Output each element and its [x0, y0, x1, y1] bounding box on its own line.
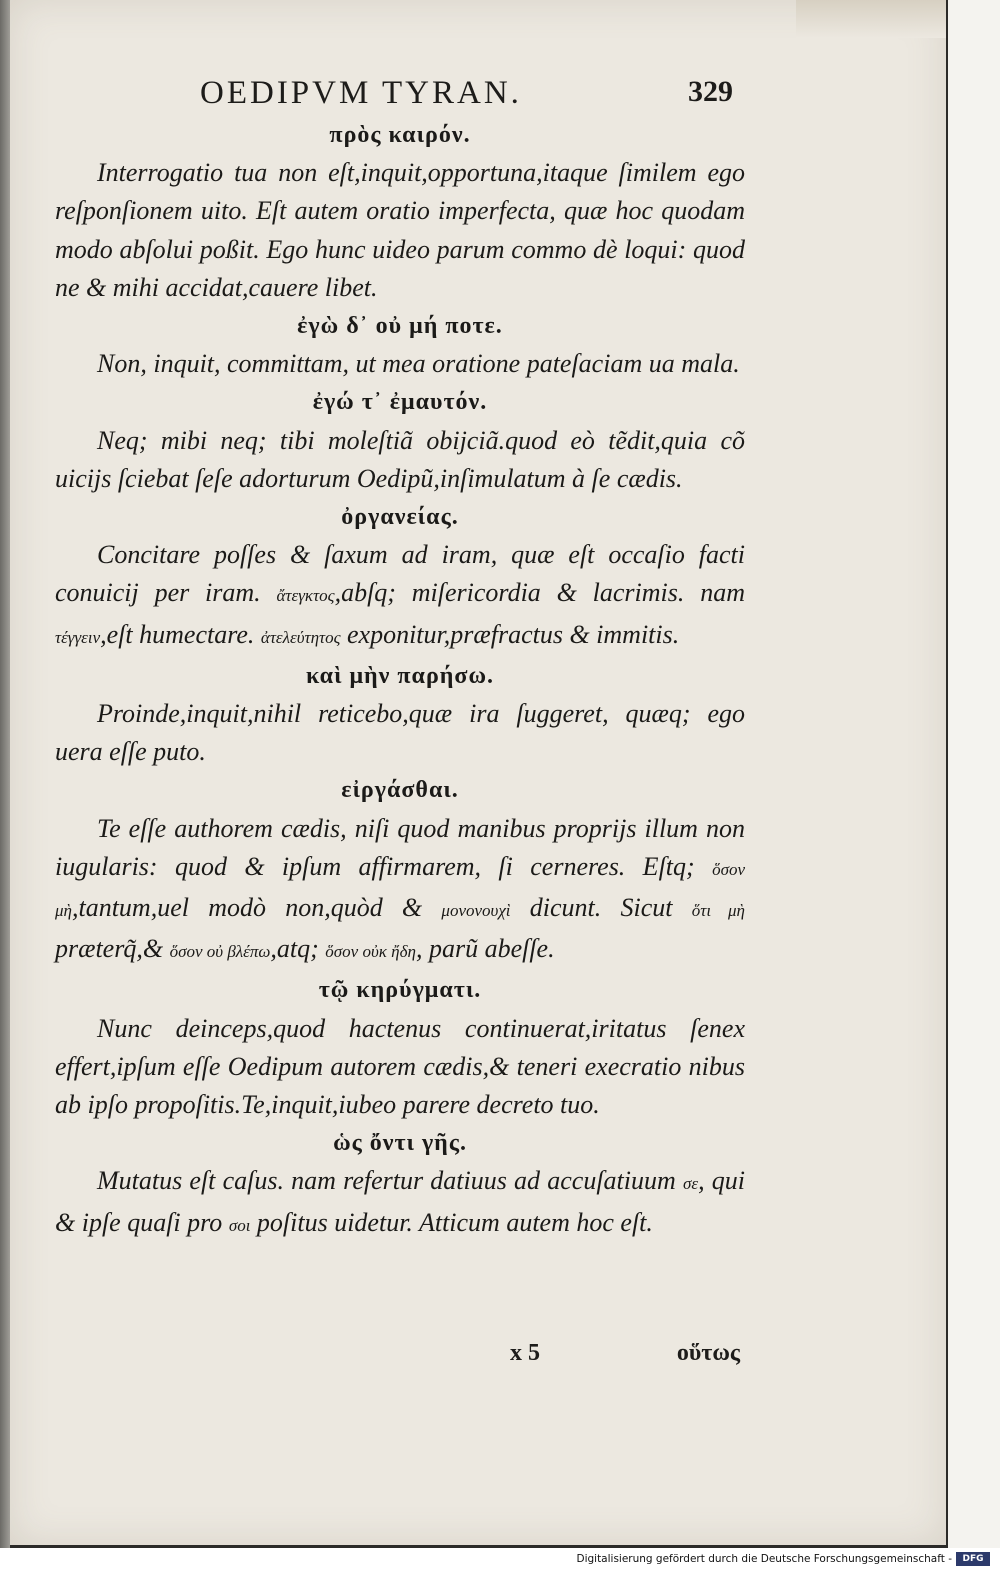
greek-lemma: ἐγὼ δ᾽ οὐ μή ποτε. [297, 313, 503, 340]
catchword: οὕτως [676, 1340, 740, 1366]
latin-text: ,abſq; miſericordia & lacrimis. nam [334, 578, 745, 608]
greek-lemma: τῷ κηρύγματι. [318, 977, 482, 1004]
commentary-paragraph [55, 1010, 745, 1125]
latin-text: exponitur,præfractus & immitis. [340, 619, 680, 649]
commentary-paragraph [55, 345, 745, 383]
digitization-credit: Digitalisierung gefördert durch die Deutsche Forschungsgemeinschaft - [576, 1553, 952, 1565]
latin-text: Interrogatio tua non eſt,inquit,opportuna,itaque ſimilem ego reſponſionem uito. Eſt autem oratio imperfecta, quæ hoc quodam modo abſolui poßit. Ego hunc uideo parum commo dè loqui: quod ne & mihi accidat,cauere libet. [55, 158, 745, 302]
commentary-paragraph [55, 154, 745, 307]
latin-text: ,eſt humectare. [100, 619, 261, 649]
inline-greek: ὅσον οὐ βλέπω [169, 942, 271, 962]
latin-text: Nunc deinceps,quod hactenus continuerat,iritatus ſenex effert,ipſum eſſe Oedipum autorem cædis,& teneri execratio nibus ab ipſo propoſitis.Te,inquit,iubeo parere decreto tuo. [55, 1013, 745, 1120]
latin-text: , qui & ipſe quaſi pro [55, 1166, 745, 1237]
running-head: OEDIPVM TYRAN. [200, 75, 522, 111]
latin-text: poſitus uidetur. Atticum autem hoc eſt. [250, 1207, 653, 1237]
dfg-logo: DFG [956, 1552, 990, 1566]
catchword-line [510, 1340, 740, 1367]
inline-greek: ἄτεγκτος [276, 586, 335, 606]
latin-text: ,atq; [270, 934, 326, 964]
commentary-paragraph [55, 1162, 745, 1244]
inline-greek: ἀτελεύτητος [260, 627, 341, 647]
inline-greek: ὅσον οὐκ ἤδη [325, 942, 416, 962]
greek-lemma: ὀργανείας. [341, 504, 459, 531]
latin-text: Mutatus eſt caſus. nam refertur datiuus ad accuſatiuum [97, 1166, 683, 1196]
commentary-paragraph [55, 422, 745, 498]
greek-lemma: εἰργάσθαι. [341, 777, 459, 804]
latin-text: Non, inquit, committam, ut mea oratione pateſaciam ua mala. [97, 349, 740, 379]
inline-greek: σοι [228, 1215, 251, 1235]
signature-mark: x 5 [510, 1340, 540, 1366]
latin-text: præterq̃,& [55, 934, 170, 964]
commentary-paragraph [55, 810, 745, 972]
latin-text: Neq; mibi neq; tibi moleſtiã obijciã.quod eò tẽdit,quia cõ uicijs ſciebat ſeſe adorturum Oedipũ,inſimulatum à ſe cædis. [55, 425, 745, 493]
greek-lemma: ἐγώ τ᾽ ἐμαυτόν. [312, 389, 488, 416]
latin-text: , parũ abeſſe. [415, 934, 555, 964]
page-tab-shadow [796, 0, 946, 38]
greek-lemma: πρὸς καιρόν. [329, 122, 471, 148]
greek-lemma: καὶ μὴν παρήσω. [305, 662, 495, 689]
commentary-text [55, 116, 745, 1245]
inline-greek: ὅτι μὴ [691, 901, 745, 921]
latin-text: Concitare poſſes & ſaxum ad iram, quæ eſt occaſio facti conuicij per iram. [55, 540, 745, 608]
inline-greek: ὅσον μὴ [55, 859, 745, 921]
latin-text: Te eſſe authorem cædis, niſi quod manibus proprijs illum non iugularis: quod & ipſum affirmarem, ſi cerneres. Eſtq; [55, 813, 745, 881]
page-number: 329 [688, 75, 733, 108]
commentary-paragraph [55, 695, 745, 771]
inline-greek: μονονουχὶ [441, 901, 511, 921]
commentary-paragraph [55, 536, 745, 657]
latin-text: Proinde,inquit,nihil reticebo,quæ ira ſuggeret, quæq; ego uera eſſe puto. [55, 699, 745, 767]
latin-text: dicunt. Sicut [510, 893, 692, 923]
greek-lemma: ὡς ὄντι γῆς. [333, 1130, 467, 1157]
inline-greek: τέγγειν [55, 627, 101, 647]
inline-greek: σε [682, 1174, 699, 1194]
latin-text: ,tantum,uel modò non,quòd & [71, 893, 442, 923]
